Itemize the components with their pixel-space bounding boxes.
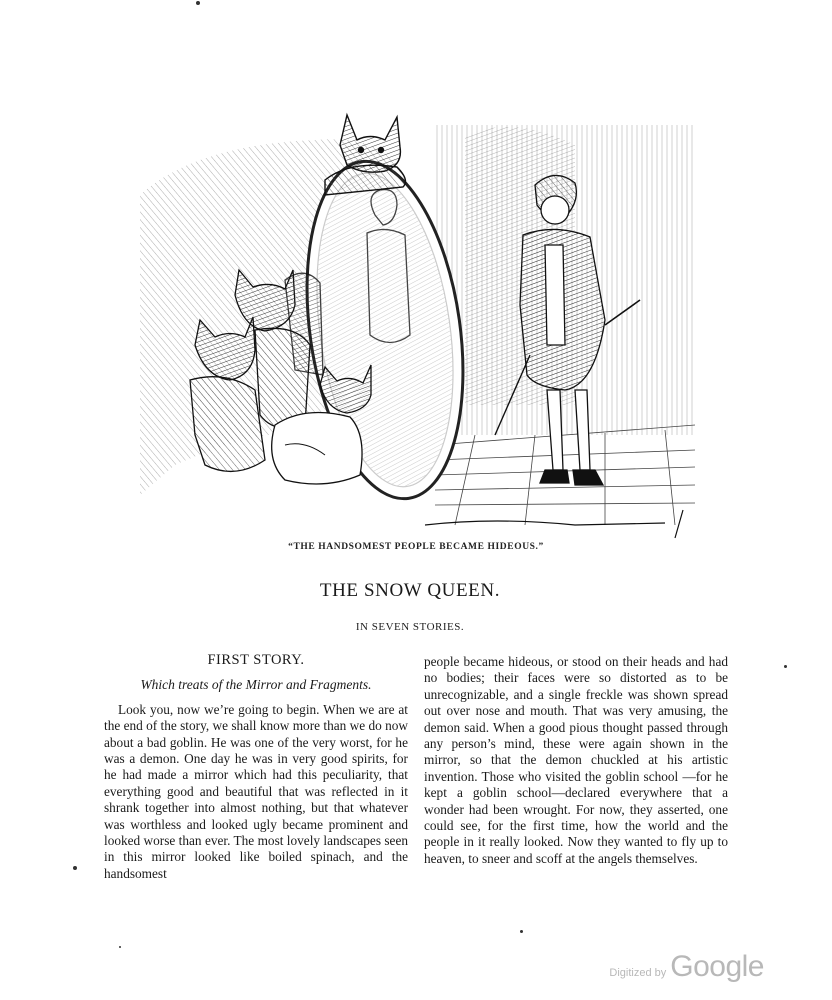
scan-speck — [520, 930, 523, 933]
scan-speck — [196, 1, 200, 5]
digitized-by-google-watermark — [609, 950, 764, 984]
right-column — [424, 654, 728, 867]
page-title: THE SNOW QUEEN. — [319, 580, 501, 601]
story-heading: FIRST STORY. — [207, 652, 305, 668]
scan-speck — [73, 866, 77, 870]
google-logo: Google — [670, 950, 764, 983]
scan-speck — [784, 665, 787, 668]
goblins-mirror-illustration — [135, 105, 700, 540]
story-subheading: Which treats of the Mirror and Fragments. — [140, 677, 372, 693]
page-subtitle: IN SEVEN STORIES. — [355, 621, 465, 633]
watermark-prefix: Digitized by — [609, 967, 667, 979]
scan-speck — [119, 946, 121, 948]
illustration-caption: “THE HANDSOMEST PEOPLE BECAME HIDEOUS.” — [288, 542, 544, 552]
left-column — [104, 652, 408, 882]
left-paragraph: Look you, now we’re going to begin. When we are at the end of the story, we shall know more than we do now about a bad goblin. He was one of the very worst, for he was a demon. One day he was in very good spirits, for he had made a mirror which had this peculiarity, that everything good and beautiful that was reflected in it shrank together into almost nothing, but that whatever was worthless and looked ugly became prominent and looked worse than ever. The most lovely landscapes seen in this mirror looked like boiled spinach, and the handsomest — [104, 701, 408, 881]
right-paragraph: people became hideous, or stood on their heads and had no bodies; their faces were so distorted as to be unrecognizable, and a single freckle was shown spread out over nose and mouth. That was very amusing, the demon said. When a good pious thought passed through any person’s mind, these were again shown in the mirror, so that the demon chuckled at his artistic invention. Those who visited the goblin school —for he kept a goblin school—declared everywhere that a wonder had been wrought. For now, they asserted, one could see, for the first time, how the world and the people in it really looked. Now they wanted to fly up to heaven, to sneer and scoff at the angels themselves. — [424, 654, 728, 866]
